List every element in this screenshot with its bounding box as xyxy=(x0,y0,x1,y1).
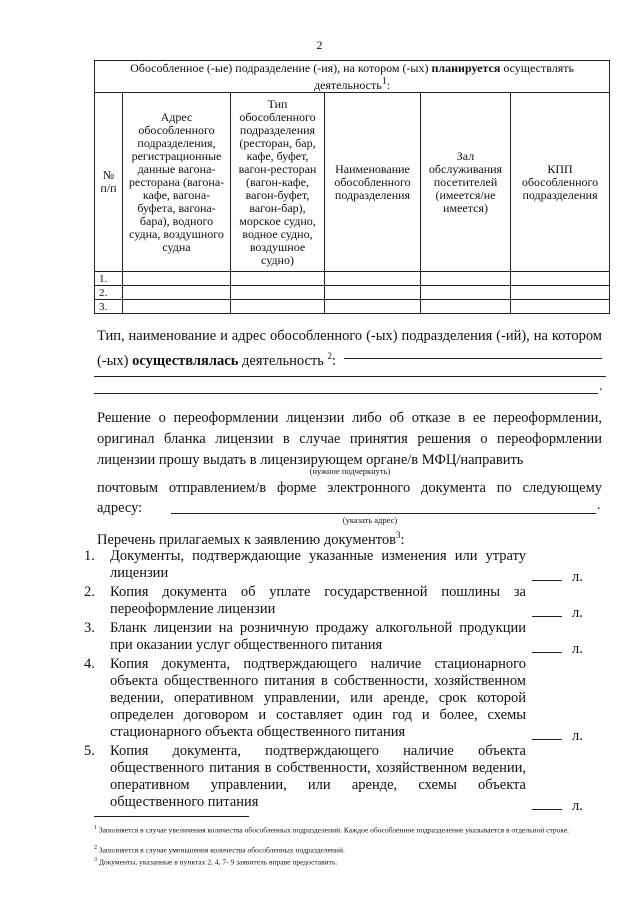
table-row xyxy=(95,286,610,300)
item-text: Документы, подтверждающие указанные изменения или утрату лицензии xyxy=(110,548,526,581)
table-cell[interactable] xyxy=(511,300,610,314)
closed-branches-field-line-2[interactable] xyxy=(94,376,606,377)
closed-branches-field-line-1[interactable] xyxy=(344,358,602,359)
table-cell[interactable] xyxy=(123,286,231,300)
page-number: 2 xyxy=(316,38,323,52)
table-cell[interactable] xyxy=(421,272,511,286)
address-field-line[interactable] xyxy=(171,513,596,514)
footnote-2: $^2$ Заполняется в случае уменьшения количества обособленных подразделений. xyxy=(94,845,345,855)
footnote-1: $^1$ Заполняется в случае увеличения количества обособленных подразделений. Каждое обособленное подразделение указывается в отдельной строке. xyxy=(94,825,570,835)
underline-note: (нужное подчеркнуть) xyxy=(309,466,391,476)
item-text: Копия документа, подтверждающего наличие стационарного объекта общественного питания в собственности, хозяйственном ведении, оперативном управлении, или аренде, срок которой определен договором и составляет один год и более, схемы стационарного объекта общественного питания xyxy=(110,656,526,740)
closed-branches-field-line-3[interactable] xyxy=(94,393,598,394)
list-item xyxy=(80,743,608,814)
item-pages: л. xyxy=(532,728,608,745)
item-number: 3. xyxy=(84,620,95,636)
table-cell[interactable] xyxy=(511,286,610,300)
item-text: Копия документа, подтверждающего наличие объекта общественного питания в собственности, хозяйственном ведении, оперативном управлении, или аренде, схемы объекта общественного питания xyxy=(110,743,526,810)
table-cell[interactable] xyxy=(325,272,421,286)
address-end-dot: . xyxy=(597,498,601,513)
table-cell[interactable] xyxy=(123,300,231,314)
item-pages: л. xyxy=(532,605,608,622)
item-text: Копия документа об уплате государственной пошлины за переоформление лицензии xyxy=(110,584,526,617)
table-caption: Обособленное (-ые) подразделение (-ия), на котором (-ых) планируется осуществлять деятельность$^1$: xyxy=(95,61,610,93)
pages-field[interactable] xyxy=(532,580,562,581)
item-pages: л. xyxy=(532,569,608,586)
row-number: 2. xyxy=(95,286,123,300)
item-number: 1. xyxy=(84,548,95,564)
item-number: 2. xyxy=(84,584,95,600)
table-cell[interactable] xyxy=(511,272,610,286)
table-row xyxy=(95,300,610,314)
item-text: Бланк лицензии на розничную продажу алкогольной продукции при оказании услуг общественного питания xyxy=(110,620,526,653)
footnote-divider xyxy=(94,816,249,817)
table-cell[interactable] xyxy=(231,286,325,300)
end-dot: . xyxy=(599,379,603,394)
table-cell[interactable] xyxy=(123,272,231,286)
attachments-title: Перечень прилагаемых к заявлению документов$^3$: xyxy=(97,530,405,548)
table-cell[interactable] xyxy=(421,286,511,300)
closed-branches-paragraph: Тип, наименование и адрес обособленного (-ых) подразделения (-ий), на котором (-ых) осуществлялась деятельность $^2$: xyxy=(97,328,602,369)
branches-table xyxy=(94,60,610,314)
pages-field[interactable] xyxy=(532,652,562,653)
address-note: (указать адрес) xyxy=(342,515,398,525)
item-pages: л. xyxy=(532,798,608,815)
table-row xyxy=(95,272,610,286)
column-header-kpp: КПП обособленного подразделения xyxy=(511,93,610,272)
table-cell[interactable] xyxy=(325,286,421,300)
decision-paragraph: Решение о переоформлении лицензии либо об отказе в ее переоформлении, оригинал бланка лицензии в случае принятия решения о переоформлении лицензии прошу выдать в лицензирующем органе/в МФЦ/направить xyxy=(97,410,602,468)
attachments-list xyxy=(80,548,608,813)
footnote-3: $^3$ Документы, указанные в пунктах 2, 4, 7- 9 заявитель вправе предоставить. xyxy=(94,857,338,867)
delivery-paragraph: почтовым отправлением/в форме электронного документа по следующему адресу: xyxy=(97,480,602,516)
column-header-address: Адрес обособленного подразделения, регистрационные данные вагона-ресторана (вагона-кафе, вагона-буфета, вагона-бара), водного судна, воздушного судна xyxy=(123,93,231,272)
table-cell[interactable] xyxy=(231,272,325,286)
item-number: 5. xyxy=(84,743,95,759)
pages-field[interactable] xyxy=(532,809,562,810)
list-item xyxy=(80,548,608,585)
row-number: 1. xyxy=(95,272,123,286)
item-number: 4. xyxy=(84,656,95,672)
list-item xyxy=(80,620,608,657)
column-header-type: Тип обособленного подразделения (ресторан, бар, кафе, буфет, вагон-ресторан (вагон-кафе, вагон-буфет, вагон-бар), морское судно, водное судно, воздушное судно) xyxy=(231,93,325,272)
list-item xyxy=(80,656,608,744)
row-number: 3. xyxy=(95,300,123,314)
table-cell[interactable] xyxy=(231,300,325,314)
item-pages: л. xyxy=(532,641,608,658)
column-header-number: № п/п xyxy=(95,93,123,272)
list-item xyxy=(80,584,608,621)
pages-field[interactable] xyxy=(532,616,562,617)
column-header-name: Наименование обособленного подразделения xyxy=(325,93,421,272)
table-cell[interactable] xyxy=(421,300,511,314)
pages-field[interactable] xyxy=(532,739,562,740)
table-cell[interactable] xyxy=(325,300,421,314)
column-header-hall: Зал обслуживания посетителей (имеется/не имеется) xyxy=(421,93,511,272)
